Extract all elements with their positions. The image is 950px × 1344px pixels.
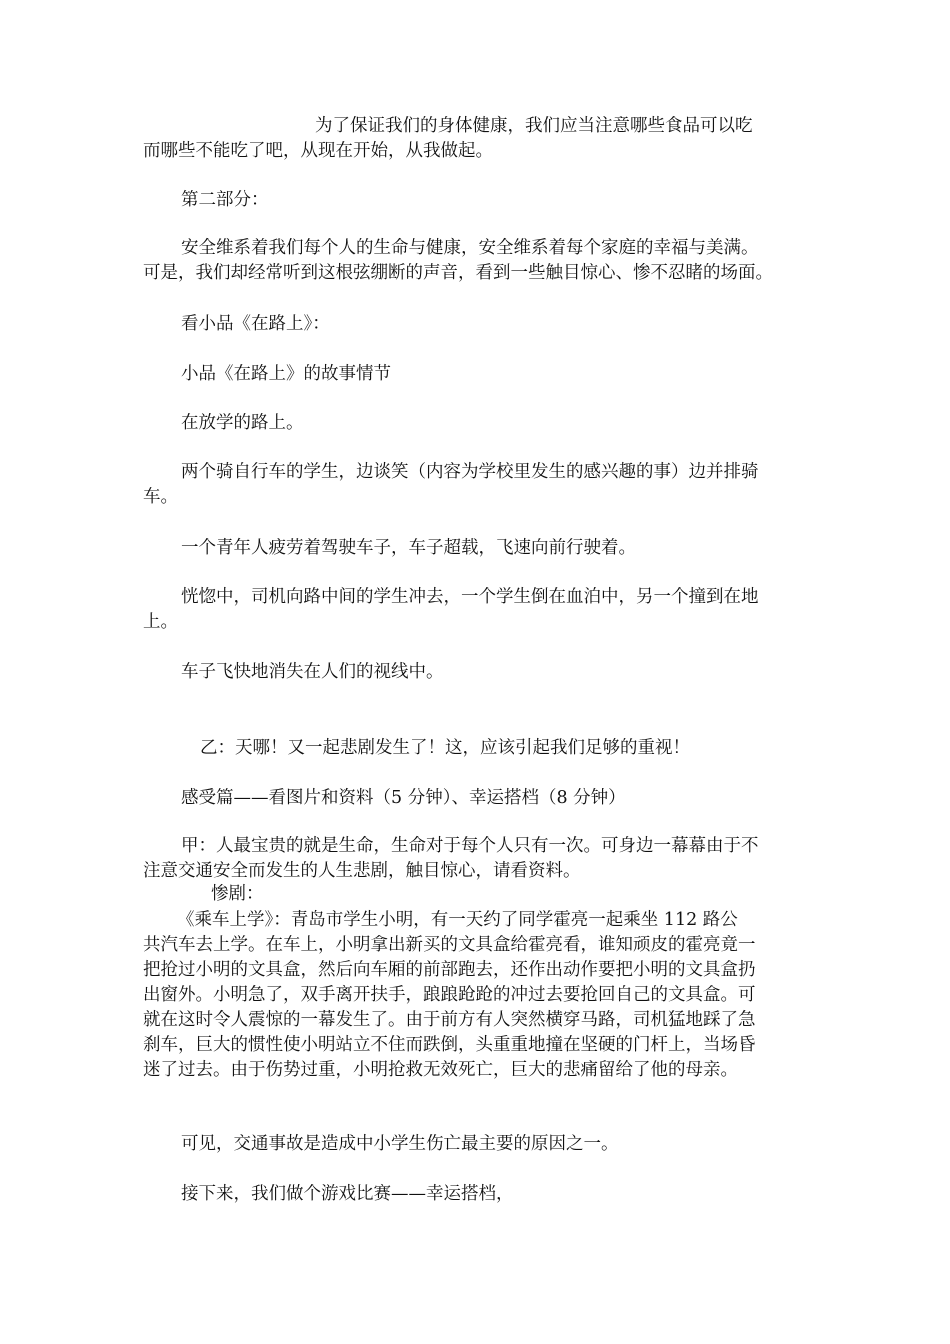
text-line: 车子飞快地消失在人们的视线中。	[181, 662, 444, 682]
paragraph-conclusion	[143, 1132, 811, 1157]
text-line: 出窗外。小明急了，双手离开扶手，踉踉跄跄的冲过去要抢回自己的文具盒。可	[143, 985, 756, 1005]
paragraph-speaker-a	[143, 834, 811, 884]
text-line: 接下来，我们做个游戏比赛——幸运搭档，	[181, 1184, 514, 1204]
paragraph-next-game	[143, 1182, 811, 1207]
paragraph-safety-intro	[143, 236, 811, 286]
text-line: 感受篇——看图片和资料（5 分钟）、幸运搭档（8 分钟）	[181, 788, 626, 808]
paragraph-skit-title	[143, 312, 811, 337]
text-line: 乙：天哪！又一起悲剧发生了！这，应该引起我们足够的重视！	[200, 738, 690, 758]
paragraph-two-cyclists	[143, 460, 811, 510]
text-line: 迷了过去。由于伤势过重，小明抢救无效死亡，巨大的悲痛留给了他的母亲。	[143, 1060, 738, 1080]
text-line: 看小品《在路上》：	[181, 314, 330, 334]
text-line: 惨剧：	[211, 884, 264, 904]
text-line: 一个青年人疲劳着驾驶车子，车子超载，飞速向前行驶着。	[181, 538, 636, 558]
text-line: 刹车，巨大的惯性使小明站立不住而跌倒，头重重地撞在坚硬的门杆上，当场昏	[143, 1035, 756, 1055]
paragraph-tragedy-label	[143, 882, 811, 907]
text-line: 《乘车上学》：青岛市学生小明，有一天约了同学霍亮一起乘坐 112 路公	[177, 910, 738, 930]
paragraph-speaker-b	[143, 736, 811, 761]
paragraph-food-safety	[143, 114, 811, 164]
paragraph-feeling-section	[143, 786, 811, 811]
paragraph-accident	[143, 585, 811, 635]
text-line: 车。	[143, 487, 178, 507]
text-line: 小品《在路上》的故事情节	[181, 364, 391, 384]
text-line: 甲：人最宝贵的就是生命，生命对于每个人只有一次。可身边一幕幕由于不	[181, 836, 759, 856]
text-line: 注意交通安全而发生的人生悲剧，触目惊心，请看资料。	[143, 861, 581, 881]
text-line: 可是，我们却经常听到这根弦绷断的声音，看到一些触目惊心、惨不忍睹的场面。	[143, 263, 773, 283]
section-heading-part-two	[143, 188, 811, 213]
text-line: 恍惚中，司机向路中间的学生冲去，一个学生倒在血泊中，另一个撞到在地	[181, 587, 759, 607]
text-line: 就在这时令人震惊的一幕发生了。由于前方有人突然横穿马路，司机猛地踩了急	[143, 1010, 756, 1030]
paragraph-way-home	[143, 411, 811, 436]
text-line: 安全维系着我们每个人的生命与健康，安全维系着每个家庭的幸福与美满。	[181, 238, 759, 258]
text-line: 两个骑自行车的学生，边谈笑（内容为学校里发生的感兴趣的事）边并排骑	[181, 462, 759, 482]
text-line: 上。	[143, 612, 178, 632]
text-line: 共汽车去上学。在车上，小明拿出新买的文具盒给霍亮看，谁知顽皮的霍亮竟一	[143, 935, 756, 955]
text-line: 而哪些不能吃了吧，从现在开始，从我做起。	[143, 141, 493, 161]
paragraph-tired-driver	[143, 536, 811, 561]
text-line: 第二部分：	[181, 190, 269, 210]
paragraph-skit-plot	[143, 362, 811, 387]
text-line: 可见，交通事故是造成中小学生伤亡最主要的原因之一。	[181, 1134, 619, 1154]
text-line: 为了保证我们的身体健康，我们应当注意哪些食品可以吃	[315, 116, 753, 136]
text-line: 在放学的路上。	[181, 413, 304, 433]
paragraph-car-vanishes	[143, 660, 811, 685]
paragraph-bus-story	[143, 908, 811, 1083]
text-line: 把抢过小明的文具盒，然后向车厢的前部跑去，还作出动作要把小明的文具盒扔	[143, 960, 756, 980]
